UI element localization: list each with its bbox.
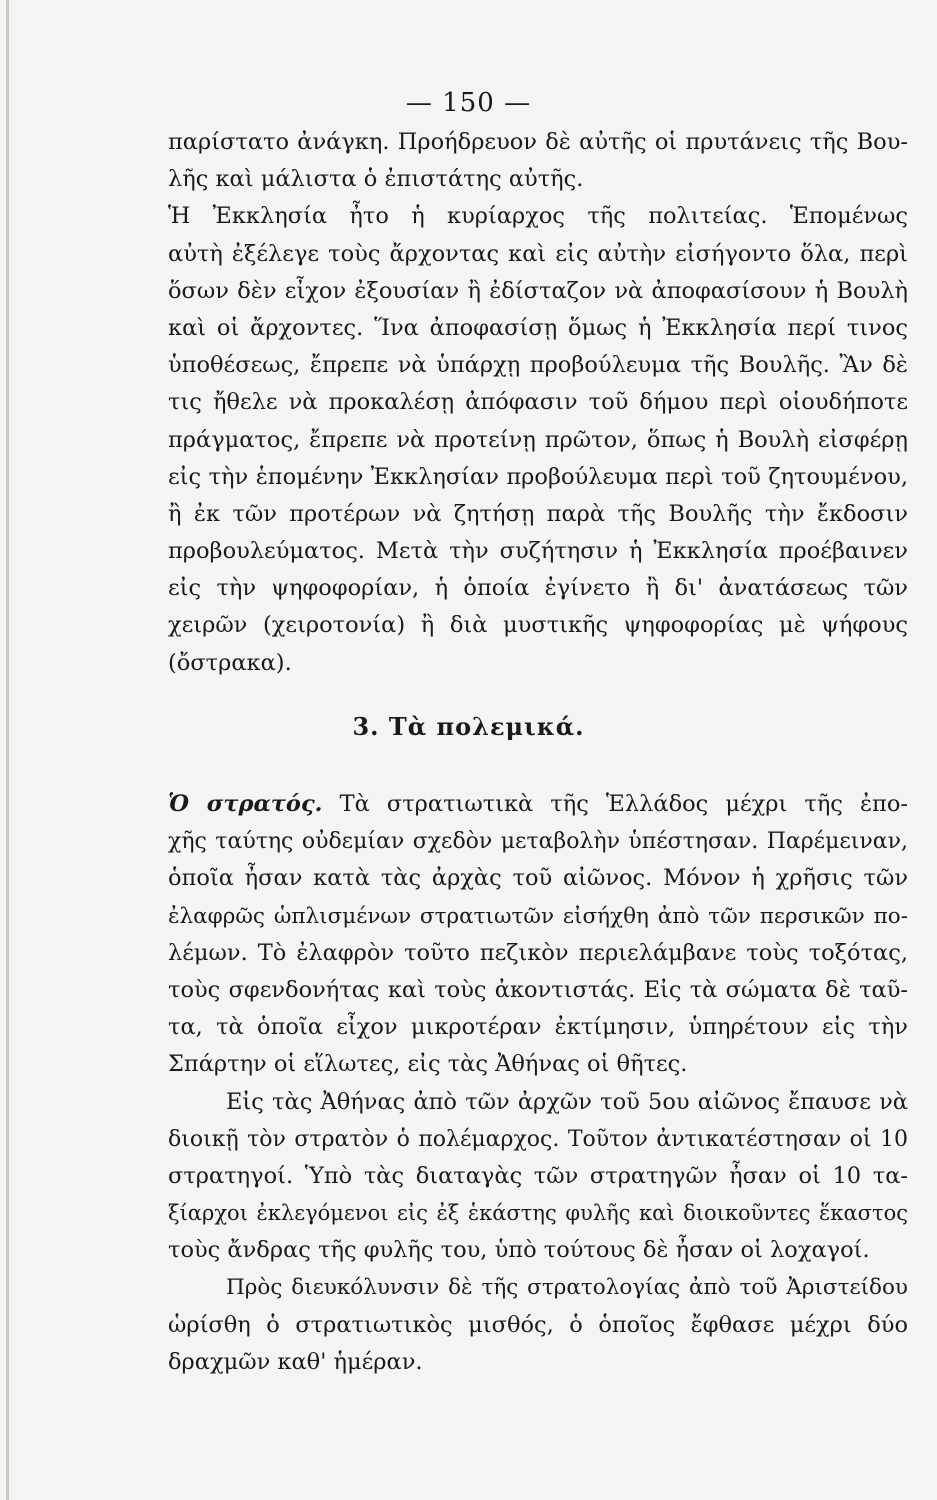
text-line: παρίστατο ἀνάγκη. Προήδρευον δὲ αὐτῆς οἱ πρυτάνεις τῆς Βου- bbox=[168, 129, 908, 155]
upper-text-block bbox=[168, 124, 908, 682]
text-line bbox=[168, 786, 908, 823]
text-line: ὁποῖα ἦσαν κατὰ τὰς ἀρχὰς τοῦ αἰῶνος. Μόνον ἡ χρῆσις τῶν bbox=[168, 865, 908, 892]
text-line: προβουλεύματος. Μετὰ τὴν συζήτησιν ἡ Ἐκκλησία προέβαινεν bbox=[168, 538, 908, 565]
text-line: Ἡ Ἐκκλησία ἦτο ἡ κυρίαρχος τῆς πολιτείας. Ἑπομένως bbox=[168, 203, 908, 230]
text-line: Πρὸς διευκόλυνσιν δὲ τῆς στρατολογίας ἀπὸ τοῦ Ἀριστείδου bbox=[226, 1275, 908, 1301]
section-heading: 3. Τὰ πολεμικά. bbox=[352, 712, 585, 741]
lower-text-block bbox=[168, 786, 908, 1381]
text-line: εἰς τὴν ψηφοφορίαν, ἡ ὁποία ἐγίνετο ἢ δι' ἀνατάσεως τῶν bbox=[168, 575, 908, 602]
text-line: ξίαρχοι ἐκλεγόμενοι εἰς ἐξ ἑκάστης φυλῆς καὶ διοικοῦντες ἕκαστος bbox=[168, 1201, 908, 1226]
text-line: διοικῇ τὸν στρατὸν ὁ πολέμαρχος. Τοῦτον ἀντικατέστησαν οἱ 10 bbox=[168, 1126, 908, 1152]
text-line: ὡρίσθη ὁ στρατιωτικὸς μισθός, ὁ ὁποῖος ἔφθασε μέχρι δύο bbox=[168, 1311, 908, 1338]
text-line: χειρῶν (χειροτονία) ἢ διὰ μυστικῆς ψηφοφορίας μὲ ψήφους bbox=[168, 612, 908, 639]
text-line: ἢ ἐκ τῶν προτέρων νὰ ζητήσῃ παρὰ τῆς Βουλῆς τὴν ἔκδοσιν bbox=[168, 500, 908, 527]
text-line: εἰς τὴν ἑπομένην Ἐκκλησίαν προβούλευμα περὶ τοῦ ζητουμένου, bbox=[168, 463, 908, 490]
text-line: δραχμῶν καθ' ἡμέραν. bbox=[168, 1348, 423, 1375]
page-edge-shadow bbox=[6, 0, 9, 1500]
text-line: τοὺς ἄνδρας τῆς φυλῆς του, ὑπὸ τούτους δὲ ἦσαν οἱ λοχαγοί. bbox=[168, 1237, 870, 1264]
text-line: καὶ οἱ ἄρχοντες. Ἵνα ἀποφασίσῃ ὅμως ἡ Ἐκκλησία περί τινος bbox=[168, 314, 908, 341]
text-line: στρατηγοί. Ὑπὸ τὰς διαταγὰς τῶν στρατηγῶν ἦσαν οἱ 10 τα- bbox=[168, 1162, 908, 1189]
text-line: ἐλαφρῶς ὡπλισμένων στρατιωτῶν εἰσήχθη ἀπὸ τῶν περσικῶν πο- bbox=[168, 903, 908, 929]
text-line: Σπάρτην οἱ εἵλωτες, εἰς τὰς Ἀθήνας οἱ θῆτες. bbox=[168, 1051, 688, 1078]
text-line: τοὺς σφενδονήτας καὶ τοὺς ἀκοντιστάς. Εἰς τὰ σώματα δὲ ταῦ- bbox=[168, 976, 908, 1003]
text-line: ὅσων δὲν εἶχον ἐξουσίαν ἢ ἐδίσταζον νὰ ἀποφασίσουν ἡ Βουλὴ bbox=[168, 277, 908, 304]
text-line: ὑποθέσεως, ἔπρεπε νὰ ὑπάρχῃ προβούλευμα τῆς Βουλῆς. Ἂν δὲ bbox=[168, 352, 908, 379]
text-line: τα, τὰ ὁποῖα εἶχον μικροτέραν ἐκτίμησιν, ὑπηρέτουν εἰς τὴν bbox=[168, 1014, 908, 1041]
subsection-title: Ὁ στρατός. bbox=[168, 791, 323, 817]
text-line: χῆς ταύτης οὐδεμίαν σχεδὸν μεταβολὴν ὑπέστησαν. Παρέμειναν, bbox=[168, 829, 908, 855]
text-line: πράγματος, ἔπρεπε νὰ προτείνῃ πρῶτον, ὅπως ἡ Βουλὴ εἰσφέρῃ bbox=[168, 426, 908, 453]
text-line: τις ἤθελε νὰ προκαλέσῃ ἀπόφασιν τοῦ δήμου περὶ οἱουδήποτε bbox=[168, 389, 908, 416]
text-line: αὐτὴ ἐξέλεγε τοὺς ἄρχοντας καὶ εἰς αὐτὴν εἰσήγοντο ὅλα, περὶ bbox=[168, 240, 908, 267]
text-line: λέμων. Τὸ ἐλαφρὸν τοῦτο πεζικὸν περιελάμβανε τοὺς τοξότας, bbox=[168, 939, 908, 966]
text-line: Εἰς τὰς Ἀθήνας ἀπὸ τῶν ἀρχῶν τοῦ 5ου αἰῶνος ἔπαυσε νὰ bbox=[226, 1088, 908, 1115]
text-line: (ὄστρακα). bbox=[168, 649, 292, 676]
text-fragment: Τὰ στρατιωτικὰ τῆς Ἑλλάδος μέχρι τῆς ἐπο- bbox=[339, 791, 908, 817]
page-number: — 150 — bbox=[405, 88, 532, 118]
text-line: λῆς καὶ μάλιστα ὁ ἐπιστάτης αὐτῆς. bbox=[168, 166, 584, 193]
